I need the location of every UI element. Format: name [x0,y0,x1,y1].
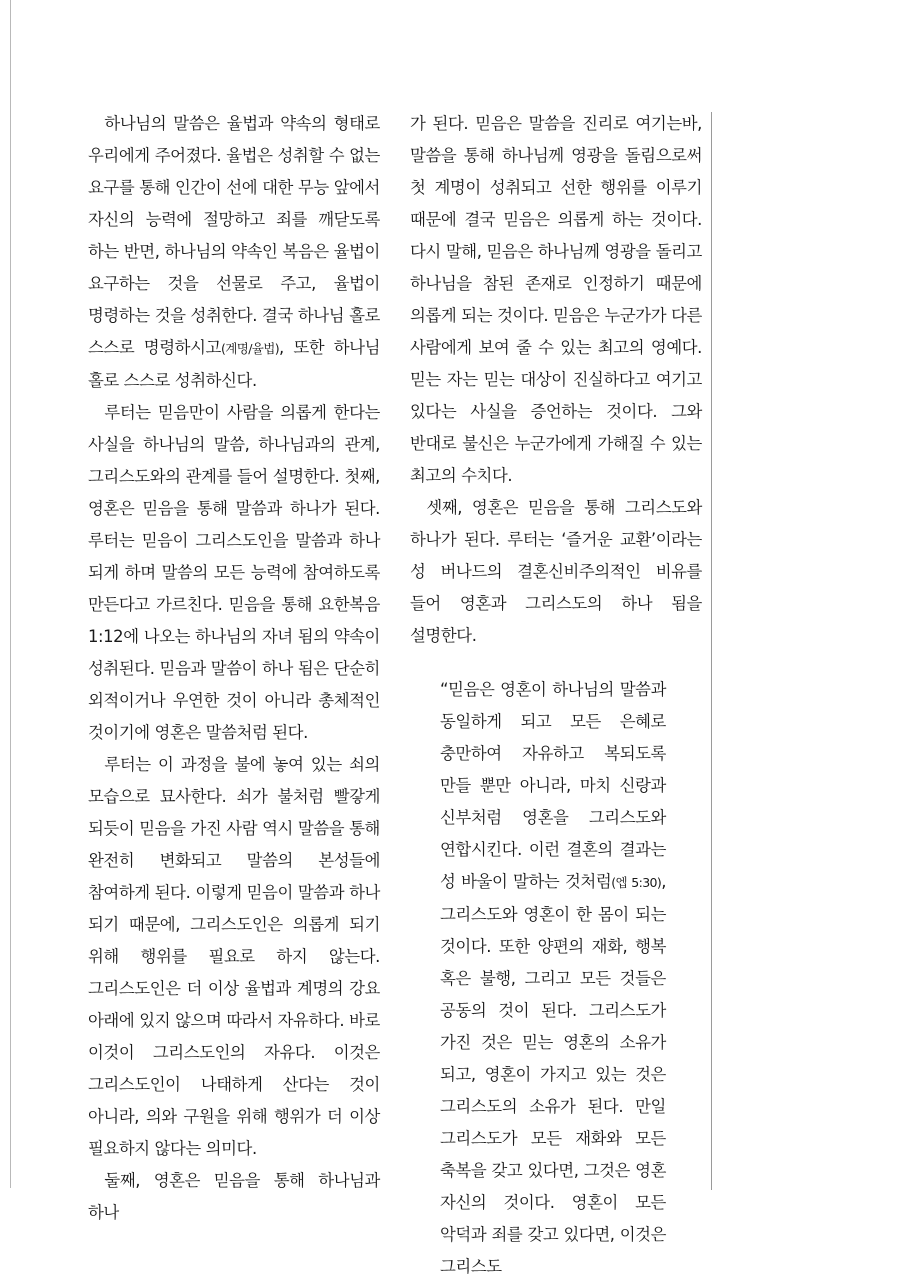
paragraph-second-point-start: 둘째, 영혼은 믿음을 통해 하나님과 하나 [88,1171,380,1222]
paragraph-faith-honors-god: 가 된다. 믿음은 말씀을 진리로 여기는바, 말씀을 통해 하나님께 영광을 돌림으로써 첫 계명이 성취되고 선한 행위를 이루기 때문에 결국 믿음은 의롭게 하는 것이다. 다시 말해, 믿음은 하나님께 영광을 돌리고 하나님을 참된 존재로 인정하기 때문에 의롭게 되는 것이다. 믿음은 누군가가 다른 사람에게 보여 줄 수 있는 최고의 영예다. 믿는 자는 믿는 대상이 진실하다고 여기고 있다는 사실을 증언하는 것이다. 그와 반대로 불신은 누군가에게 가해질 수 있는 최고의 수치다. [410,114,702,485]
inline-note: (계명/율법) [220,341,280,356]
paragraph-text-end: , 또한 하나님 홀로 스스로 성취하신다. [88,338,380,390]
quote-text-end: , 그리스도와 영혼이 한 몸이 되는 것이다. 또한 양편의 재화, 행복 혹은 불행, 그리고 모든 것들은 공동의 것이 된다. 그리스도가 가진 것은 믿는 영혼의 소유가 되고, 영혼이 가지고 있는 것은 그리스도의 소유가 된다. 만일 그리스도가 모든 재화와 모든 축복을 갖고 있다면, 그것은 영혼 자신의 것이다. 영혼이 모든 악덕과 죄를 갖고 있다면, 이것은 그리스도 [440,872,667,1276]
quote-reference: (엡 5:30) [611,875,662,890]
paragraph-union-with-christ: 셋째, 영혼은 믿음을 통해 그리스도와 하나가 된다. 루터는 ‘즐거운 교환’이라는 성 버나드의 결혼신비주의적인 비유를 들어 영혼과 그리스도의 하나 됨을 설명한다. [410,498,702,645]
quote-text: “믿음은 영혼이 하나님의 말씀과 동일하게 되고 모든 은혜로 충만하여 자유하고 복되도록 만들 뿐만 아니라, 마치 신랑과 신부처럼 영혼을 그리스도와 연합시킨다. 이런 결혼의 결과는 성 바울이 말하는 것처럼 [440,680,666,891]
right-column [410,108,702,1283]
column-rule [711,112,712,1190]
left-column [88,108,380,1229]
paragraph-law-and-promise [88,108,380,397]
paragraph-iron-in-fire: 루터는 이 과정을 불에 놓여 있는 쇠의 모습으로 묘사한다. 쇠가 불처럼 빨갛게 되듯이 믿음을 가진 사람 역시 말씀을 통해 완전히 변화되고 말씀의 본성들에 참여하게 된다. 이렇게 믿음이 말씀과 하나 되기 때문에, 그리스도인은 의롭게 되기 위해 행위를 필요로 하지 않는다. 그리스도인은 더 이상 율법과 계명의 강요 아래에 있지 않으며 따라서 자유하다. 바로 이것이 그리스도인의 자유다. 이것은 그리스도인이 나태하게 산다는 것이 아니라, 의와 구원을 위해 행위가 더 이상 필요하지 않다는 의미다. [88,755,380,1158]
block-quote [410,674,702,1283]
page-edge-line [10,0,11,1188]
paragraph-text: 하나님의 말씀은 율법과 약속의 형태로 우리에게 주어졌다. 율법은 성취할 수 없는 요구를 통해 인간이 선에 대한 무능 앞에서 자신의 능력에 절망하고 죄를 깨닫도록 하는 반면, 하나님의 약속인 복음은 율법이 요구하는 것을 선물로 주고, 율법이 명령하는 것을 성취한다. 결국 하나님 홀로 스스로 명령하시고 [88,114,380,357]
paragraph-faith-and-word: 루터는 믿음만이 사람을 의롭게 한다는 사실을 하나님의 말씀, 하나님과의 관계, 그리스도와의 관계를 들어 설명한다. 첫째, 영혼은 믿음을 통해 말씀과 하나가 된다. 루터는 믿음이 그리스도인을 말씀과 하나 되게 하며 말씀의 모든 능력에 참여하도록 만든다고 가르친다. 믿음을 통해 요한복음 1:12에 나오는 하나님의 자녀 됨의 약속이 성취된다. 믿음과 말씀이 하나 됨은 단순히 외적이거나 우연한 것이 아니라 총체적인 것이기에 영혼은 말씀처럼 된다. [88,403,380,742]
